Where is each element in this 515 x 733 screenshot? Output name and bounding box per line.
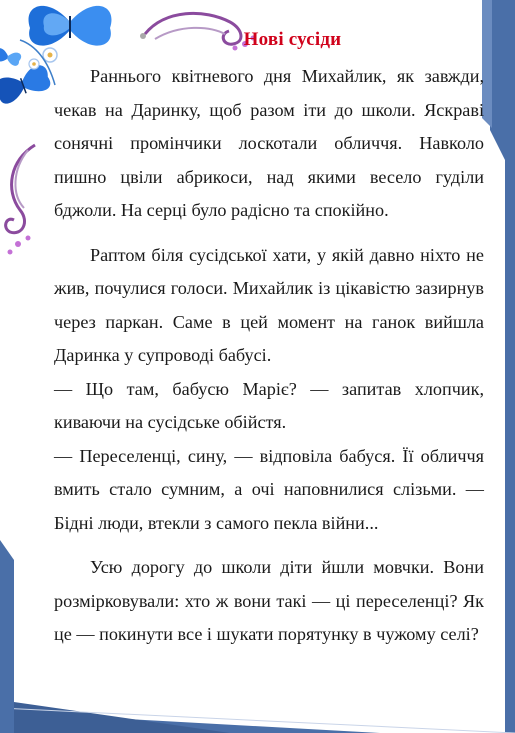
paragraph-4: — Переселенці, сину, — відповіла бабуся. Її обличчя вмить стало сумним, а очі наповнилися слізьми. — Бідні люди, втекли з самого пекла війни... bbox=[54, 445, 484, 533]
paragraph-5: Усю дорогу до школи діти йшли мовчки. Вони розмірковували: хто ж вони такі — ці переселенці? Як це — покинути все і шукати порятунку в чужому селі? bbox=[54, 557, 484, 644]
story-title: Нові сусіди bbox=[243, 29, 342, 50]
paragraph-3: — Що там, бабусю Маріє? — запитав хлопчик, киваючи на сусідське обійстя. bbox=[54, 378, 484, 432]
paragraph-1: Раннього квітневого дня Михайлик, як завжди, чекав на Даринку, щоб разом іти до школи. Яскраві сонячні промінчики лоскотали обличчя. Навколо пишно цвіли абрикоси, над якими весело гуділи бджоли. На серці було радісно та спокійно. bbox=[54, 66, 484, 220]
paragraph-2: Раптом біля сусідської хати, у якій давно ніхто не жив, почулися голоси. Михайлик із цікавістю зазирнув через паркан. Саме в цей момент на ганок вийшла Даринка у супроводі бабусі. bbox=[54, 244, 484, 365]
swirl-ornament-left bbox=[0, 140, 45, 260]
story-body bbox=[54, 60, 484, 652]
